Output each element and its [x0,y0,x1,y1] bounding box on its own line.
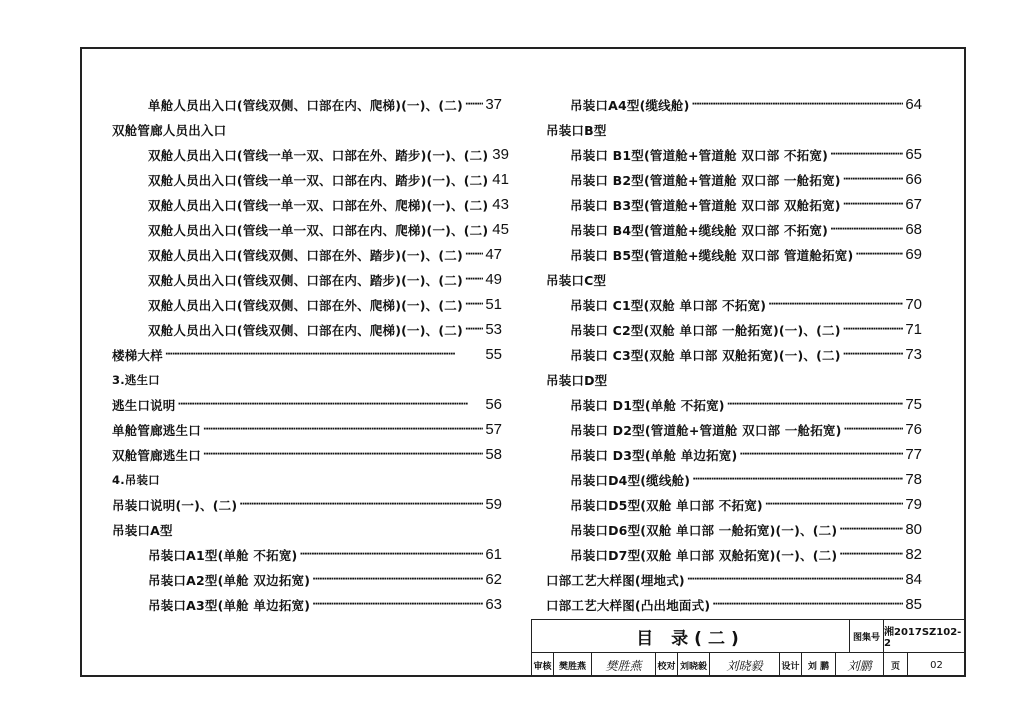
toc-entry [112,492,502,517]
toc-entry-title: 吊装口A3型(单舱 单边拓宽) [148,597,311,613]
toc-entry [112,117,502,142]
toc-entry-page: 56 [485,396,502,413]
toc-entry-title: 吊装口 B3型(管道舱+管道舱 双口部 双舱拓宽) [570,197,841,213]
toc-entry-title: 吊装口A型 [112,522,173,538]
toc-entry-title: 吊装口D5型(双舱 单口部 不拓宽) [570,497,763,513]
toc-entry [112,292,502,317]
toc-entry-title: 双舱管廊逃生口 [112,447,201,463]
toc-leader-dots [692,470,903,485]
toc-entry-page: 64 [905,96,922,113]
checker-signature: 刘晓毅 [710,653,780,677]
toc-entry [112,592,502,617]
toc-entry [112,542,502,567]
toc-entry-page: 45 [492,221,509,238]
toc-right-column [546,92,922,617]
toc-leader-dots [165,345,484,360]
toc-entry [112,92,502,117]
toc-entry [546,117,922,142]
toc-entry-page: 76 [905,421,922,438]
toc-entry-title: 吊装口 B4型(管道舱+缆线舱 双口部 不拓宽) [570,222,828,238]
toc-entry [112,142,509,167]
toc-leader-dots [830,145,903,160]
toc-entry-page: 41 [492,171,509,188]
toc-entry [112,367,502,392]
toc-entry-title: 吊装口 C3型(双舱 单口部 双舱拓宽)(一)、(二) [570,347,841,363]
toc-entry-title: 双舱人员出入口(管线双侧、口部在外、踏步)(一)、(二) [148,247,463,263]
toc-leader-dots [843,345,904,360]
toc-entry [112,467,502,492]
toc-leader-dots [739,445,903,460]
toc-entry [546,442,922,467]
toc-entry-page: 39 [492,146,509,163]
toc-entry [112,167,509,192]
toc-entry [546,267,922,292]
toc-entry [546,542,922,567]
designer-signature: 刘鹏 [836,653,884,677]
drawing-title: 目 录(二) [532,620,850,652]
toc-entry-page: 57 [485,421,502,438]
toc-entry-title: 吊装口D型 [546,372,608,388]
toc-entry-page: 63 [485,596,502,613]
toc-entry-title: 双舱管廊人员出入口 [112,122,227,138]
toc-entry-title: 双舱人员出入口(管线一单一双、口部在内、爬梯)(一)、(二) [148,222,489,238]
toc-entry-title: 单舱人员出入口(管线双侧、口部在内、爬梯)(一)、(二) [148,97,463,113]
toc-entry [546,317,922,342]
toc-entry-title: 吊装口 D3型(单舱 单边拓宽) [570,447,738,463]
toc-leader-dots [299,545,483,560]
toc-entry-page: 78 [905,471,922,488]
toc-entry-page: 49 [485,271,502,288]
toc-entry-page: 77 [905,446,922,463]
toc-entry-page: 82 [905,546,922,563]
toc-entry [546,242,922,267]
toc-entry [546,467,922,492]
toc-entry [546,367,922,392]
toc-entry [112,192,509,217]
toc-entry-page: 73 [905,346,922,363]
toc-entry-page: 85 [905,596,922,613]
toc-entry-page: 84 [905,571,922,588]
toc-entry-page: 51 [485,296,502,313]
title-block [531,619,966,677]
toc-leader-dots [178,395,484,410]
toc-leader-dots [312,595,483,610]
toc-entry [546,392,922,417]
toc-entry-title: 吊装口 B1型(管道舱+管道舱 双口部 不拓宽) [570,147,828,163]
toc-leader-dots [465,295,483,310]
toc-leader-dots [839,545,903,560]
toc-entry [112,567,502,592]
toc-entry [112,442,502,467]
toc-leader-dots [843,170,904,185]
toc-leader-dots [727,395,904,410]
toc-entry-title: 吊装口 B5型(管道舱+缆线舱 双口部 管道舱拓宽) [570,247,854,263]
toc-entry-page: 70 [905,296,922,313]
toc-leader-dots [843,195,904,210]
title-block-row-signatures [531,652,966,677]
check-label: 校对 [656,653,678,677]
toc-entry [546,192,922,217]
toc-entry [546,417,922,442]
toc-leader-dots [312,570,483,585]
toc-entry [112,517,502,542]
toc-leader-dots [765,495,904,510]
toc-entry-title: 吊装口C型 [546,272,607,288]
toc-leader-dots [465,320,483,335]
toc-entry-page: 69 [905,246,922,263]
toc-entry-title: 双舱人员出入口(管线一单一双、口部在外、踏步)(一)、(二) [148,147,489,163]
atlas-number-label: 图集号 [850,620,884,652]
toc-entry [112,342,502,367]
title-block-row-main [531,619,966,652]
toc-leader-dots [203,445,483,460]
page-label: 页 [884,653,908,677]
toc-entry-title: 单舱管廊逃生口 [112,422,201,438]
toc-entry-title: 双舱人员出入口(管线一单一双、口部在外、爬梯)(一)、(二) [148,197,489,213]
toc-entry-page: 61 [485,546,502,563]
toc-entry-title: 3.逃生口 [112,372,160,387]
toc-entry-title: 吊装口A2型(单舱 双边拓宽) [148,572,311,588]
toc-entry [112,242,502,267]
toc-entry [546,142,922,167]
toc-entry [112,392,502,417]
toc-entry-title: 口部工艺大样图(埋地式) [546,572,685,588]
toc-entry [112,217,509,242]
toc-leader-dots [465,95,483,110]
toc-entry-title: 双舱人员出入口(管线双侧、口部在内、踏步)(一)、(二) [148,272,463,288]
toc-leader-dots [855,245,903,260]
toc-entry-page: 67 [905,196,922,213]
toc-entry-page: 53 [485,321,502,338]
toc-entry [546,517,922,542]
toc-entry-title: 吊装口说明(一)、(二) [112,497,238,513]
toc-entry [546,592,922,617]
toc-entry-page: 80 [905,521,922,538]
designer-name: 刘 鹏 [802,653,836,677]
toc-leader-dots [768,295,903,310]
toc-entry-title: 吊装口A1型(单舱 不拓宽) [148,547,298,563]
toc-leader-dots [687,570,903,585]
toc-leader-dots [712,595,903,610]
toc-entry [546,92,922,117]
toc-entry-title: 逃生口说明 [112,397,176,413]
toc-entry-page: 47 [485,246,502,263]
toc-entry-page: 71 [905,321,922,338]
review-label: 审核 [532,653,554,677]
toc-entry [112,317,502,342]
toc-leader-dots [692,95,904,110]
toc-entry-title: 口部工艺大样图(凸出地面式) [546,597,711,613]
toc-entry-title: 吊装口 B2型(管道舱+管道舱 双口部 一舱拓宽) [570,172,841,188]
toc-left-column [112,92,509,617]
toc-entry-title: 吊装口A4型(缆线舱) [570,97,690,113]
toc-entry [546,217,922,242]
toc-leader-dots [465,270,483,285]
toc-entry [546,167,922,192]
toc-entry-title: 4.吊装口 [112,472,160,487]
toc-entry [546,342,922,367]
toc-entry-page: 65 [905,146,922,163]
toc-entry-title: 吊装口 C1型(双舱 单口部 不拓宽) [570,297,767,313]
toc-entry [546,492,922,517]
toc-entry-page: 43 [492,196,509,213]
reviewer-name: 樊胜燕 [554,653,592,677]
toc-entry-page: 58 [485,446,502,463]
toc-entry-page: 79 [905,496,922,513]
toc-entry-title: 吊装口D6型(双舱 单口部 一舱拓宽)(一)、(二) [570,522,838,538]
toc-leader-dots [844,420,904,435]
toc-entry [112,417,502,442]
toc-entry-page: 68 [905,221,922,238]
toc-leader-dots [239,495,483,510]
toc-entry-title: 双舱人员出入口(管线双侧、口部在内、爬梯)(一)、(二) [148,322,463,338]
toc-entry [112,267,502,292]
toc-entry-page: 59 [485,496,502,513]
toc-entry-title: 吊装口 D2型(管道舱+管道舱 双口部 一舱拓宽) [570,422,842,438]
toc-entry-page: 37 [485,96,502,113]
atlas-number: 湘2017SZ102-2 [884,620,966,652]
toc-entry-title: 吊装口B型 [546,122,607,138]
toc-entry-title: 吊装口 C2型(双舱 单口部 一舱拓宽)(一)、(二) [570,322,841,338]
toc-entry-page: 62 [485,571,502,588]
toc-leader-dots [843,320,904,335]
checker-name: 刘晓毅 [678,653,710,677]
toc-entry-title: 吊装口 D1型(单舱 不拓宽) [570,397,725,413]
toc-entry [546,567,922,592]
reviewer-signature: 樊胜燕 [592,653,656,677]
toc-entry [546,292,922,317]
toc-entry-title: 楼梯大样 [112,347,163,363]
toc-entry-page: 55 [485,346,502,363]
toc-leader-dots [203,420,483,435]
toc-entry-title: 吊装口D4型(缆线舱) [570,472,691,488]
toc-entry-title: 双舱人员出入口(管线双侧、口部在外、爬梯)(一)、(二) [148,297,463,313]
design-label: 设计 [780,653,802,677]
toc-leader-dots [830,220,903,235]
page-number: 02 [908,653,966,677]
toc-entry-title: 吊装口D7型(双舱 单口部 双舱拓宽)(一)、(二) [570,547,838,563]
toc-leader-dots [465,245,483,260]
toc-leader-dots [839,520,903,535]
toc-entry-page: 66 [905,171,922,188]
toc-entry-page: 75 [905,396,922,413]
toc-entry-title: 双舱人员出入口(管线一单一双、口部在内、踏步)(一)、(二) [148,172,489,188]
